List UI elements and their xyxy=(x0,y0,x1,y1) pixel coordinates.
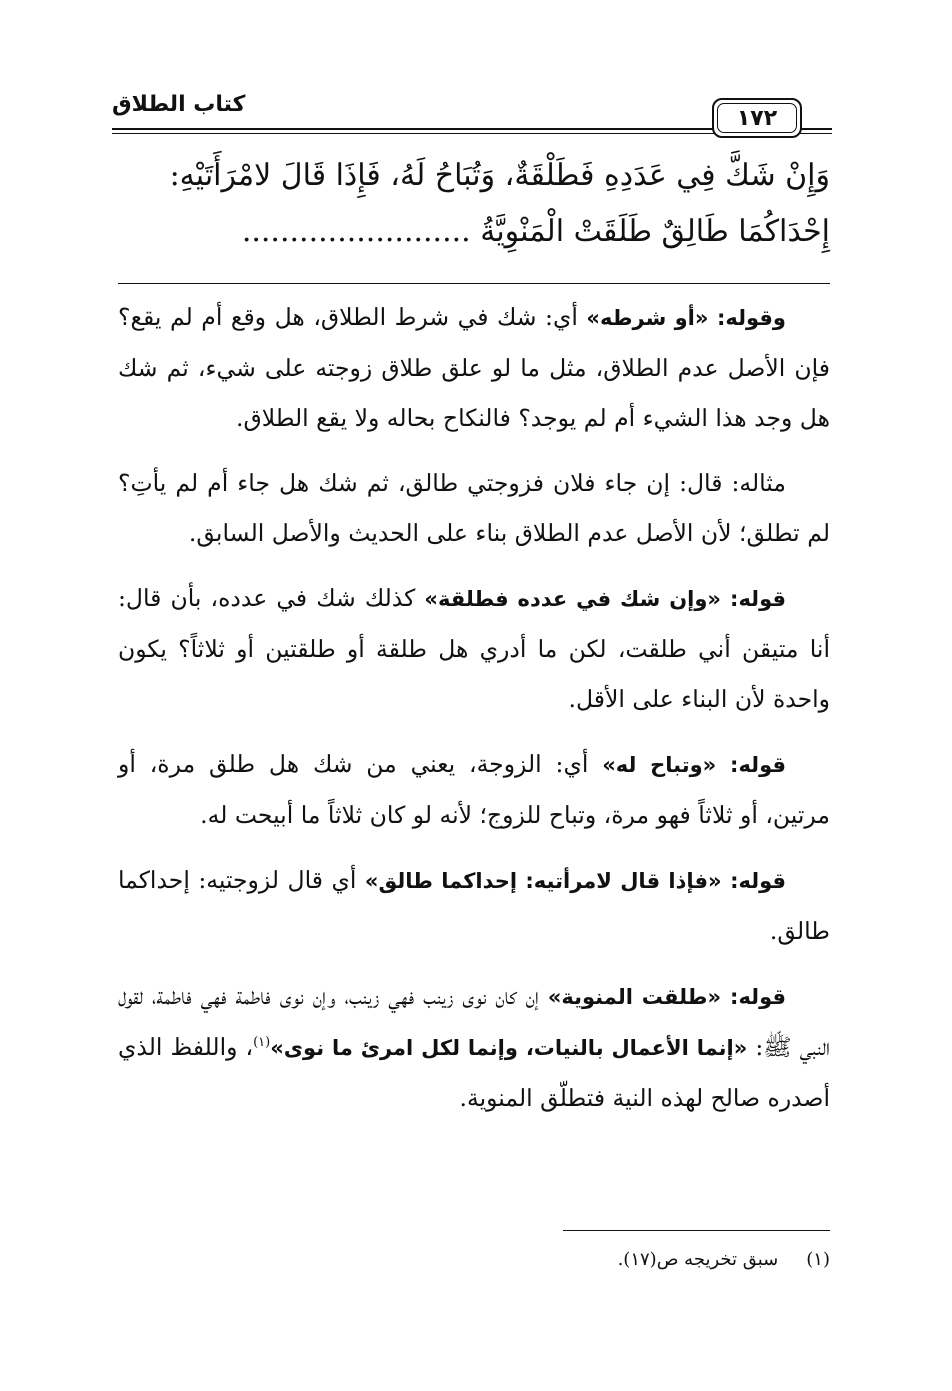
commentary xyxy=(118,292,830,1138)
quoted-text: «طلقت المنوية» xyxy=(547,985,722,1009)
footnote-reference[interactable]: (١) xyxy=(253,1035,271,1051)
paragraph-text: إن كان نوى زينب فهي زينب، وإن نوى فاطمة فهي فاطمة، لقول النبي ﷺ: xyxy=(118,982,830,1061)
paragraph-text: مثاله: قال: إن جاء فلان فزوجتي طالق، ثم شك هل جاء أم لم يأتِ؟ لم تطلق؛ لأن الأصل عدم الطلاق بناء على الحديث والأصل السابق. xyxy=(118,469,830,547)
footnote xyxy=(618,1246,830,1274)
commentary-paragraph xyxy=(118,573,830,724)
paragraph-lead: قوله: xyxy=(730,869,786,893)
paragraph-lead: قوله: xyxy=(730,753,786,777)
footnote-number: (١) xyxy=(806,1249,830,1270)
footnote-divider xyxy=(563,1230,830,1231)
chapter-title: كتاب الطلاق xyxy=(112,92,255,117)
page-header xyxy=(112,84,832,140)
paragraph-lead: قوله: xyxy=(730,587,786,611)
commentary-paragraph xyxy=(118,855,830,956)
commentary-paragraph xyxy=(118,971,830,1123)
page-number: ١٧٢ xyxy=(712,98,802,138)
paragraph-text: أي: الزوجة، يعني من شك هل طلق مرة، أو مرتين، أو ثلاثاً فهو مرة، وتباح للزوج؛ لأنه لو كان ثلاثاً ما أبيحت له. xyxy=(118,750,830,829)
footnote-text: سبق تخريجه ص(١٧). xyxy=(617,1249,779,1270)
main-text-line: وَإِنْ شَكَّ فِي عَدَدِهِ فَطَلْقَةٌ، وَتُبَاحُ لَهُ، فَإِذَا قَالَ لامْرَأَتَيْهِ: xyxy=(169,158,830,193)
paragraph-text: أي قال لزوجتيه: إحداكما طالق. xyxy=(118,866,830,945)
main-text-divider xyxy=(118,283,830,284)
paragraph-lead: قوله: xyxy=(730,985,786,1009)
paragraph-text: ، واللفظ الذي أصدره صالح لهذه النية فتطلّق المنوية. xyxy=(118,1033,830,1112)
quoted-text: «وتباح له» xyxy=(602,753,717,777)
main-text xyxy=(118,148,830,260)
paragraph-lead: وقوله: xyxy=(717,306,786,330)
quoted-text: «فإذا قال لامرأتيه: إحداكما طالق» xyxy=(364,869,722,893)
hadith-text: «إنما الأعمال بالنيات، وإنما لكل امرئ ما نوى» xyxy=(270,1036,748,1060)
commentary-paragraph xyxy=(118,458,830,558)
paragraph-text: كذلك شك في عدده، بأن قال: أنا متيقن أني طلقت، لكن ما أدري هل طلقة أو طلقتين أو ثلاثاً؟ يكون واحدة لأن البناء على الأقل. xyxy=(118,584,830,713)
paragraph-text: أي: شك في شرط الطلاق، هل وقع أم لم يقع؟ فإن الأصل عدم الطلاق، مثل ما لو علق طلاق زوجته على شيء، ثم شك هل وجد هذا الشيء أم لم يوجد؟ فالنكاح بحاله ولا يقع الطلاق. xyxy=(118,303,830,432)
quoted-text: «أو شرطه» xyxy=(586,306,709,330)
commentary-paragraph xyxy=(118,739,830,840)
main-text-line: إِحْدَاكُمَا طَالِقٌ طَلَقَتْ الْمَنْوِيَّةُ ........................ xyxy=(241,214,830,249)
commentary-paragraph xyxy=(118,292,830,443)
quoted-text: «وإن شك في عدده فطلقة» xyxy=(424,587,721,611)
